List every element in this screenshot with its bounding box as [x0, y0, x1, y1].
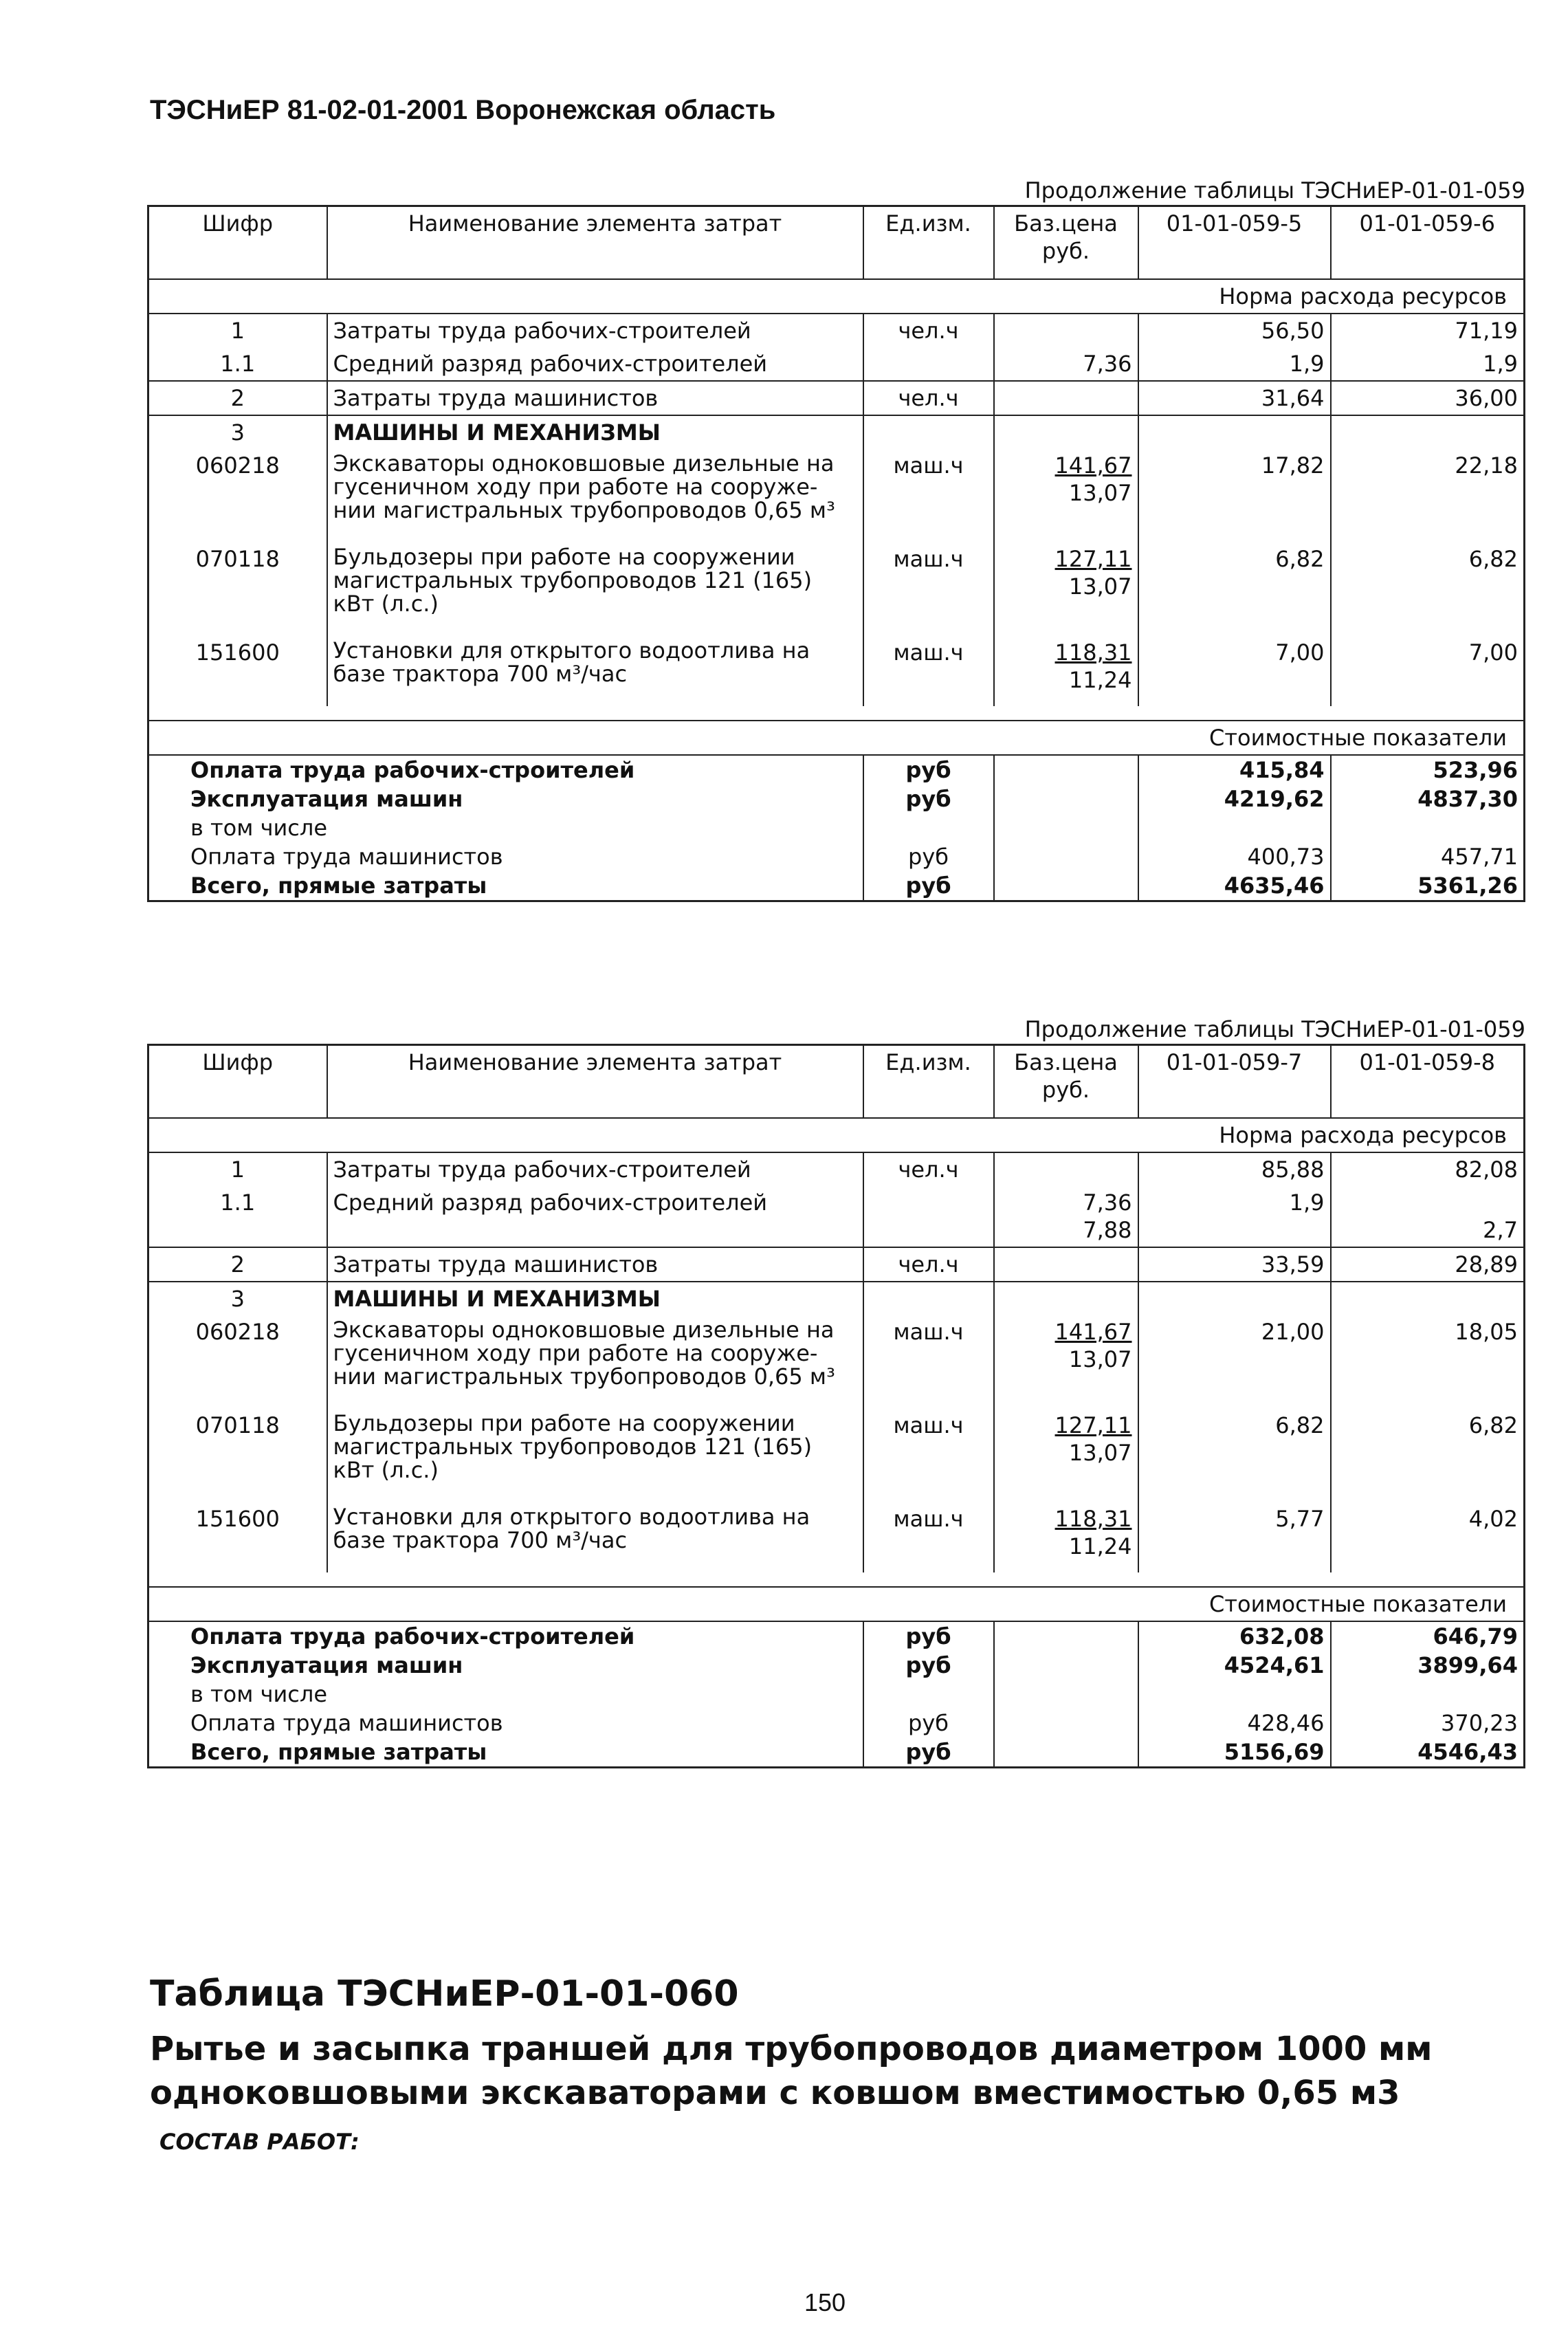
- cost-row: [148, 871, 1525, 901]
- cost-unit: руб: [863, 755, 994, 785]
- row-price: [994, 1502, 1138, 1572]
- row-code: 070118: [148, 1409, 327, 1502]
- cost-label: Стоимостные показатели: [148, 1587, 1525, 1621]
- row-price: [994, 1409, 1138, 1502]
- cost-value1: 428,46: [1138, 1709, 1331, 1737]
- row-price-value: 141,67: [1054, 452, 1132, 479]
- row-price: [994, 1247, 1138, 1282]
- row-code: 1.1: [148, 1186, 327, 1247]
- row-unit: маш.ч: [863, 1315, 994, 1409]
- row-code: 3: [148, 1282, 327, 1315]
- row-code: 060218: [148, 449, 327, 542]
- row-value1: 21,00: [1138, 1315, 1331, 1409]
- row-value2: 36,00: [1455, 385, 1518, 411]
- row-value1: 56,50: [1138, 314, 1331, 347]
- row-price: [994, 415, 1138, 449]
- row-unit: [863, 1186, 994, 1247]
- row-price-secondary: 11,24: [1068, 1533, 1132, 1559]
- col-code-header: Шифр: [148, 1045, 327, 1119]
- row-price-value: 118,31: [1054, 639, 1132, 666]
- row-value2: [1331, 415, 1525, 449]
- cost-price: [994, 1651, 1138, 1680]
- cost-price: [994, 871, 1138, 901]
- cost-name: Эксплуатация машин: [148, 1651, 863, 1680]
- cost-label-row: [148, 1587, 1525, 1621]
- cost-value1: [1138, 813, 1331, 842]
- cost-name: в том числе: [148, 813, 863, 842]
- cost-value1: [1138, 1680, 1331, 1709]
- row-price-secondary: 13,07: [1068, 480, 1132, 506]
- row-price: [994, 1152, 1138, 1186]
- row-unit: [863, 415, 994, 449]
- cost-row: [148, 1651, 1525, 1680]
- table-row: [148, 1152, 1525, 1186]
- table1-continuation: Продолжение таблицы ТЭСНиЕР-01-01-059: [1024, 177, 1525, 204]
- row-value2: [1331, 1282, 1525, 1315]
- cost-price: [994, 755, 1138, 785]
- section-subtitle-line1: Рытье и засыпка траншей для трубопроводов диаметром 1000 мм: [150, 2030, 1433, 2068]
- col-value2-header: 01-01-059-6: [1331, 206, 1525, 280]
- row-code: 151600: [148, 636, 327, 706]
- row-name: Экскаваторы одноковшовые дизельные на гусеничном ходу при работе на сооруже-нии магистральных трубопроводов 0,65 м³: [327, 1315, 863, 1409]
- separator-row: [148, 1572, 1525, 1587]
- row-price-value: 7,36: [1083, 351, 1132, 377]
- row-price-value: 127,11: [1054, 546, 1132, 572]
- col-name-header: Наименование элемента затрат: [327, 1045, 863, 1119]
- norm-label-row: [148, 1118, 1525, 1152]
- row-price-secondary: 7,88: [1083, 1217, 1132, 1243]
- row-value1: 33,59: [1138, 1247, 1331, 1282]
- row-unit: маш.ч: [863, 1502, 994, 1572]
- cost-unit: [863, 1680, 994, 1709]
- row-value1: 5,77: [1138, 1502, 1331, 1572]
- row-price: [994, 542, 1138, 636]
- table-row: [148, 1247, 1525, 1282]
- table-row: [148, 1502, 1525, 1572]
- cost-value1: 400,73: [1138, 842, 1331, 871]
- cost-value1: 632,08: [1138, 1621, 1331, 1651]
- cost-value2: [1331, 1680, 1525, 1709]
- row-code: 2: [148, 1247, 327, 1282]
- row-unit: маш.ч: [863, 542, 994, 636]
- table-row: [148, 1315, 1525, 1409]
- row-value2: 4,02: [1468, 1506, 1518, 1532]
- row-unit: чел.ч: [863, 1247, 994, 1282]
- cost-value2: 523,96: [1433, 757, 1518, 783]
- row-price-secondary: 13,07: [1068, 1346, 1132, 1372]
- cost-unit: [863, 813, 994, 842]
- row-price: [994, 314, 1138, 347]
- cost-unit: руб: [863, 842, 994, 871]
- cost-unit: руб: [863, 1737, 994, 1768]
- cost-label: Стоимостные показатели: [148, 721, 1525, 755]
- cost-name: Всего, прямые затраты: [148, 871, 863, 901]
- norm-label-row: [148, 279, 1525, 314]
- row-code: 3: [148, 415, 327, 449]
- cost-row: [148, 813, 1525, 842]
- row-price-value: 118,31: [1054, 1506, 1132, 1532]
- row-name: Затраты труда рабочих-строителей: [327, 1152, 863, 1186]
- document-header: ТЭСНиЕР 81-02-01-2001 Воронежская область: [150, 95, 776, 125]
- cost-unit: руб: [863, 785, 994, 813]
- cost-row: [148, 1680, 1525, 1709]
- separator: [148, 706, 1525, 721]
- row-unit: чел.ч: [863, 381, 994, 415]
- row-value1: 17,82: [1138, 449, 1331, 542]
- cost-price: [994, 785, 1138, 813]
- row-value1: 6,82: [1138, 1409, 1331, 1502]
- row-unit: маш.ч: [863, 1409, 994, 1502]
- cost-value2: 3899,64: [1417, 1652, 1518, 1678]
- row-value2: 22,18: [1455, 452, 1518, 479]
- cost-value1: 415,84: [1138, 755, 1331, 785]
- row-value2: 7,00: [1468, 639, 1518, 666]
- row-price-secondary: 13,07: [1068, 573, 1132, 600]
- row-value1: [1138, 415, 1331, 449]
- row-unit: маш.ч: [863, 636, 994, 706]
- cost-unit: руб: [863, 871, 994, 901]
- row-code: 151600: [148, 1502, 327, 1572]
- table-row: [148, 636, 1525, 706]
- cost-value2: [1331, 813, 1525, 842]
- cost-row: [148, 842, 1525, 871]
- row-name: МАШИНЫ И МЕХАНИЗМЫ: [327, 415, 863, 449]
- col-name-header: Наименование элемента затрат: [327, 206, 863, 280]
- row-price-value: 7,36: [1083, 1190, 1132, 1216]
- table2: [147, 1044, 1525, 1768]
- row-unit: маш.ч: [863, 449, 994, 542]
- table2-continuation: Продолжение таблицы ТЭСНиЕР-01-01-059: [1024, 1016, 1525, 1042]
- cost-name: Оплата труда рабочих-строителей: [148, 755, 863, 785]
- row-code: 060218: [148, 1315, 327, 1409]
- row-price: [994, 636, 1138, 706]
- section-table-title: Таблица ТЭСНиЕР-01-01-060: [150, 1973, 739, 2015]
- norm-label: Норма расхода ресурсов: [148, 1118, 1525, 1152]
- row-value1: 85,88: [1138, 1152, 1331, 1186]
- row-price: [994, 1186, 1138, 1247]
- row-value1: 1,9: [1138, 347, 1331, 381]
- row-name: МАШИНЫ И МЕХАНИЗМЫ: [327, 1282, 863, 1315]
- table-row: [148, 1282, 1525, 1315]
- cost-row: [148, 1737, 1525, 1768]
- page-number: 150: [804, 2288, 846, 2316]
- row-name: Затраты труда рабочих-строителей: [327, 314, 863, 347]
- cost-name: Оплата труда рабочих-строителей: [148, 1621, 863, 1651]
- cost-price: [994, 1680, 1138, 1709]
- works-label: СОСТАВ РАБОТ:: [159, 2129, 360, 2155]
- table-row: [148, 347, 1525, 381]
- cost-price: [994, 1709, 1138, 1737]
- row-code: 1: [148, 314, 327, 347]
- cost-row: [148, 1709, 1525, 1737]
- col-value2-header: 01-01-059-8: [1331, 1045, 1525, 1119]
- row-value2: 71,19: [1455, 318, 1518, 344]
- row-value2: 2,7: [1483, 1217, 1518, 1243]
- row-name: Экскаваторы одноковшовые дизельные на гусеничном ходу при работе на сооруже-нии магистральных трубопроводов 0,65 м³: [327, 449, 863, 542]
- col-unit-header: Ед.изм.: [863, 206, 994, 280]
- norm-label: Норма расхода ресурсов: [148, 279, 1525, 314]
- cost-value2: 457,71: [1441, 844, 1518, 870]
- cost-value2: 5361,26: [1417, 873, 1518, 899]
- cost-value2: 4837,30: [1417, 786, 1518, 812]
- row-price: [994, 381, 1138, 415]
- table-row: [148, 449, 1525, 542]
- cost-row: [148, 1621, 1525, 1651]
- col-value1-header: 01-01-059-7: [1138, 1045, 1331, 1119]
- cost-row: [148, 785, 1525, 813]
- col-code-header: Шифр: [148, 206, 327, 280]
- row-value1: 1,9: [1138, 1186, 1331, 1247]
- row-code: 2: [148, 381, 327, 415]
- row-unit: чел.ч: [863, 314, 994, 347]
- cost-row: [148, 755, 1525, 785]
- row-name: Установки для открытого водоотлива на базе трактора 700 м³/час: [327, 1502, 863, 1572]
- row-code: 070118: [148, 542, 327, 636]
- cost-price: [994, 1621, 1138, 1651]
- row-name: Бульдозеры при работе на сооружении магистральных трубопроводов 121 (165) кВт (л.с.): [327, 1409, 863, 1502]
- cost-unit: руб: [863, 1651, 994, 1680]
- row-price-value: 127,11: [1054, 1412, 1132, 1438]
- cost-name: в том числе: [148, 1680, 863, 1709]
- cost-value1: 4635,46: [1138, 871, 1331, 901]
- table-row: [148, 542, 1525, 636]
- table-row: [148, 381, 1525, 415]
- row-price: [994, 1315, 1138, 1409]
- table-header-row: [148, 1045, 1525, 1119]
- cost-name: Всего, прямые затраты: [148, 1737, 863, 1768]
- table-row: [148, 1186, 1525, 1247]
- table-row: [148, 314, 1525, 347]
- row-value2: 82,08: [1455, 1156, 1518, 1183]
- table-row: [148, 1409, 1525, 1502]
- row-value2: 18,05: [1455, 1319, 1518, 1345]
- row-unit: [863, 347, 994, 381]
- cost-label-row: [148, 721, 1525, 755]
- row-name: Затраты труда машинистов: [327, 381, 863, 415]
- col-unit-header: Ед.изм.: [863, 1045, 994, 1119]
- cost-unit: руб: [863, 1621, 994, 1651]
- row-unit: чел.ч: [863, 1152, 994, 1186]
- row-value2: 6,82: [1468, 546, 1518, 572]
- cost-value2: 646,79: [1433, 1623, 1518, 1649]
- row-price-value: 141,67: [1054, 1319, 1132, 1345]
- row-code: 1: [148, 1152, 327, 1186]
- cost-value2: 4546,43: [1417, 1739, 1518, 1765]
- cost-name: Эксплуатация машин: [148, 785, 863, 813]
- row-value2: 28,89: [1455, 1251, 1518, 1278]
- row-price: [994, 1282, 1138, 1315]
- col-price-header: Баз.цена руб.: [994, 1045, 1138, 1119]
- row-name: Средний разряд рабочих-строителей: [327, 1186, 863, 1247]
- cost-value1: 5156,69: [1138, 1737, 1331, 1768]
- cost-unit: руб: [863, 1709, 994, 1737]
- row-value2: 1,9: [1483, 351, 1518, 377]
- row-code: 1.1: [148, 347, 327, 381]
- cost-price: [994, 1737, 1138, 1768]
- row-value2: 6,82: [1468, 1412, 1518, 1438]
- row-unit: [863, 1282, 994, 1315]
- row-value1: 7,00: [1138, 636, 1331, 706]
- row-value1: [1138, 1282, 1331, 1315]
- separator: [148, 1572, 1525, 1587]
- row-price-secondary: 13,07: [1068, 1440, 1132, 1466]
- cost-name: Оплата труда машинистов: [148, 842, 863, 871]
- table1: [147, 205, 1525, 902]
- cost-price: [994, 842, 1138, 871]
- row-value1: 31,64: [1138, 381, 1331, 415]
- cost-name: Оплата труда машинистов: [148, 1709, 863, 1737]
- section-subtitle-line2: одноковшовыми экскаваторами с ковшом вместимостью 0,65 м3: [150, 2074, 1400, 2112]
- separator-row: [148, 706, 1525, 721]
- row-price: [994, 449, 1138, 542]
- cost-value1: 4219,62: [1138, 785, 1331, 813]
- cost-price: [994, 813, 1138, 842]
- col-value1-header: 01-01-059-5: [1138, 206, 1331, 280]
- table-header-row: [148, 206, 1525, 280]
- row-name: Установки для открытого водоотлива на базе трактора 700 м³/час: [327, 636, 863, 706]
- table-row: [148, 415, 1525, 449]
- row-price: [994, 347, 1138, 381]
- col-price-header: Баз.цена руб.: [994, 206, 1138, 280]
- row-price-secondary: 11,24: [1068, 667, 1132, 693]
- row-value1: 6,82: [1138, 542, 1331, 636]
- row-name: Бульдозеры при работе на сооружении магистральных трубопроводов 121 (165) кВт (л.с.): [327, 542, 863, 636]
- row-name: Средний разряд рабочих-строителей: [327, 347, 863, 381]
- cost-value2: 370,23: [1441, 1710, 1518, 1736]
- cost-value1: 4524,61: [1138, 1651, 1331, 1680]
- row-name: Затраты труда машинистов: [327, 1247, 863, 1282]
